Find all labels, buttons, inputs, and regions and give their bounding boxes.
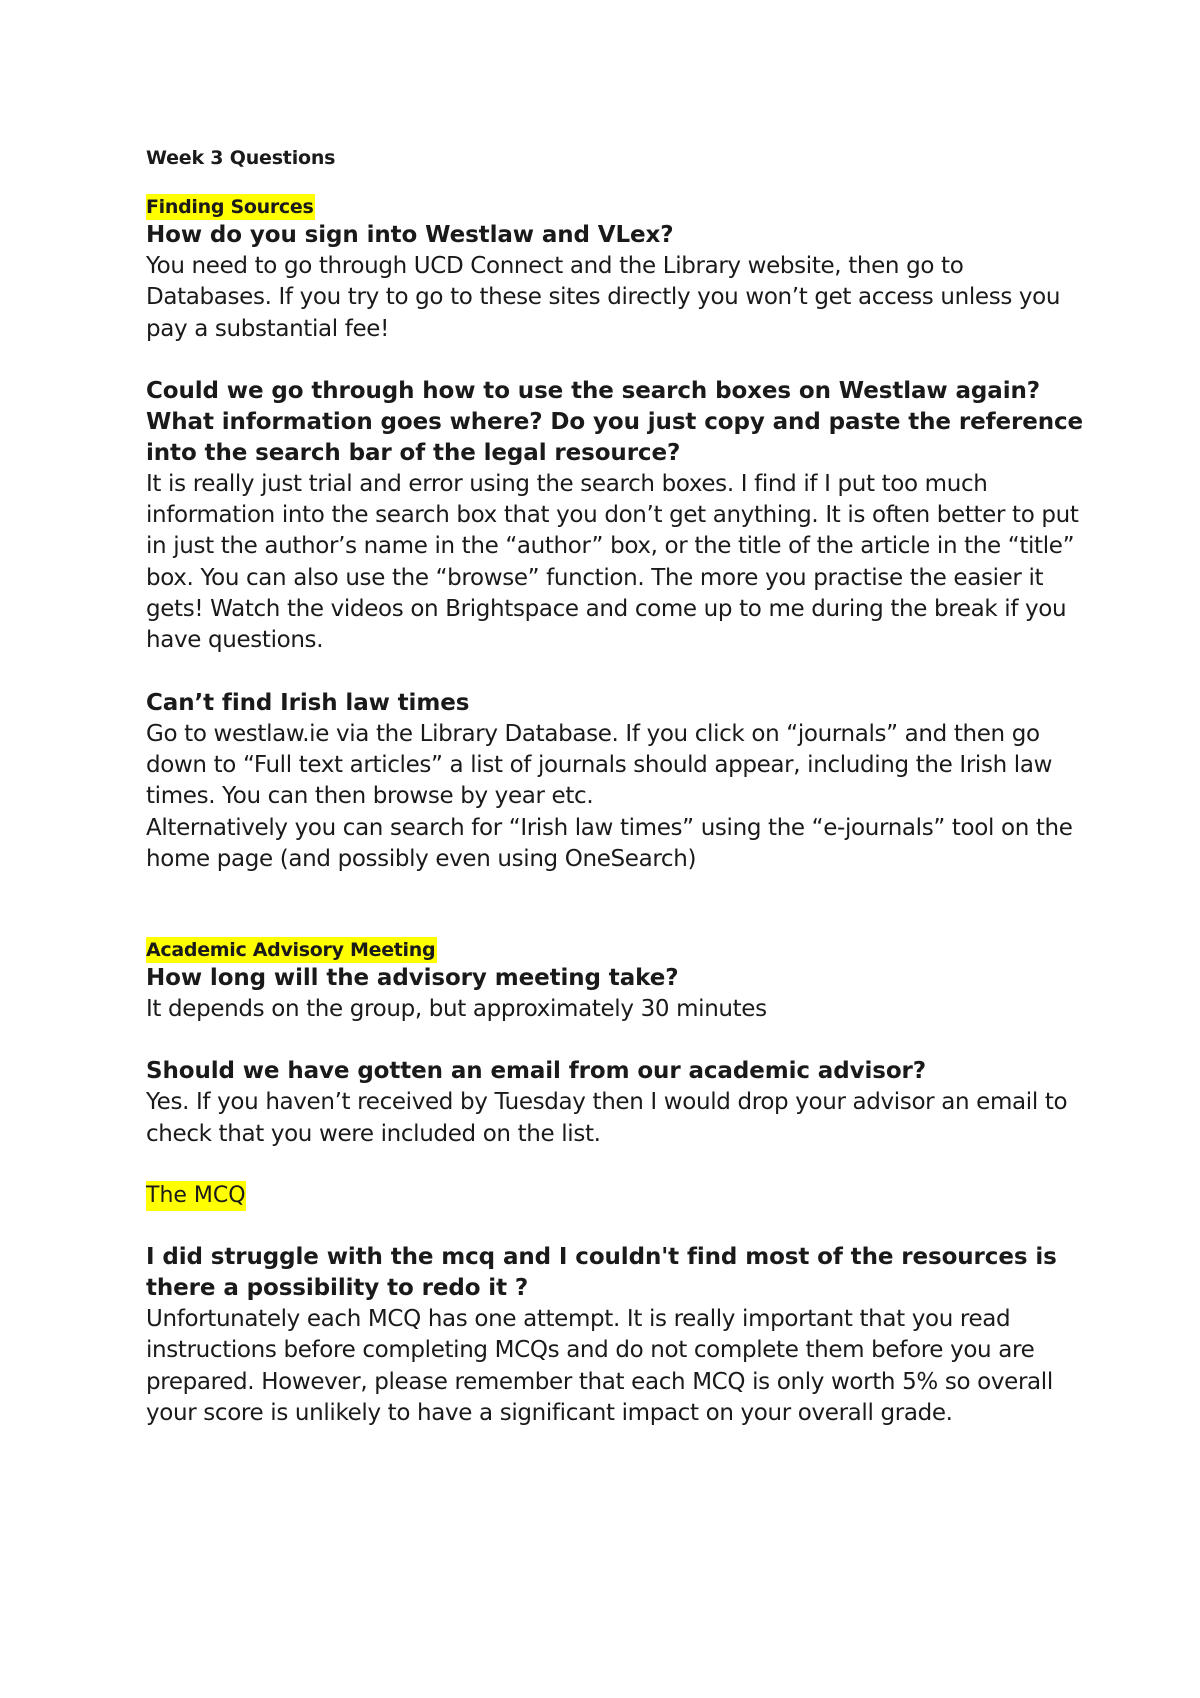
answer: Go to westlaw.ie via the Library Database. If you click on “journals” and then go down to “Full text articles” a list of journals should appear, including the Irish law times. You can then browse by year etc. (146, 720, 1053, 810)
answer: You need to go through UCD Connect and the Library website, then go to Databases. If you try to go to these sites directly you won’t get access unless you pay a substantial fee! (146, 253, 1061, 342)
answer: Yes. If you haven’t received by Tuesday then I would drop your advisor an email to check that you were included on the list. (146, 1089, 1068, 1147)
answer: Alternatively you can search for “Irish law times” using the “e-journals” tool on the home page (and possibly even using OneSearch) (146, 814, 1073, 872)
question: Should we have gotten an email from our academic advisor? (146, 1058, 927, 1085)
section-heading: Finding Sources (146, 196, 314, 218)
answer: It depends on the group, but approximately 30 minutes (146, 996, 767, 1023)
section-finding-sources (146, 194, 1086, 875)
answer: It is really just trial and error using the search boxes. I find if I put too much information into the search box that you don’t get anything. It is often better to put in just the author’s name in the “author” box, or the title of the article in the “title” box. You can also use the “browse” function. The more you practise the easier it gets! Watch the videos on Brightspace and come up to me during the break if you have questions. (146, 470, 1079, 654)
question: I did struggle with the mcq and I couldn't find most of the resources is there a possibility to redo it ? (146, 1244, 1057, 1302)
answer: Unfortunately each MCQ has one attempt. It is really important that you read instructions before completing MCQs and do not complete them before you are prepared. However, please remember that each MCQ is only worth 5% so overall your score is unlikely to have a significant impact on your overall grade. (146, 1306, 1053, 1426)
qa-item (146, 376, 1086, 657)
section-heading: Academic Advisory Meeting (146, 939, 436, 962)
question: How long will the advisory meeting take? (146, 965, 679, 992)
question: Could we go through how to use the search boxes on Westlaw again? What information goes where? Do you just copy and paste the reference into the search bar of the legal resource? (146, 377, 1084, 466)
document-page (146, 140, 1086, 1429)
document-title: Week 3 Questions (146, 147, 336, 169)
question: Can’t find Irish law times (146, 689, 470, 716)
qa-item (146, 1056, 1086, 1150)
qa-item (146, 220, 1086, 345)
section-heading: The MCQ (146, 1181, 246, 1211)
qa-item (146, 1242, 1086, 1429)
qa-item (146, 963, 1086, 1025)
qa-item (146, 688, 1086, 875)
section-academic-advisory-meeting (146, 937, 1086, 1150)
section-the-mcq (146, 1181, 1086, 1429)
question: How do you sign into Westlaw and VLex? (146, 222, 674, 248)
